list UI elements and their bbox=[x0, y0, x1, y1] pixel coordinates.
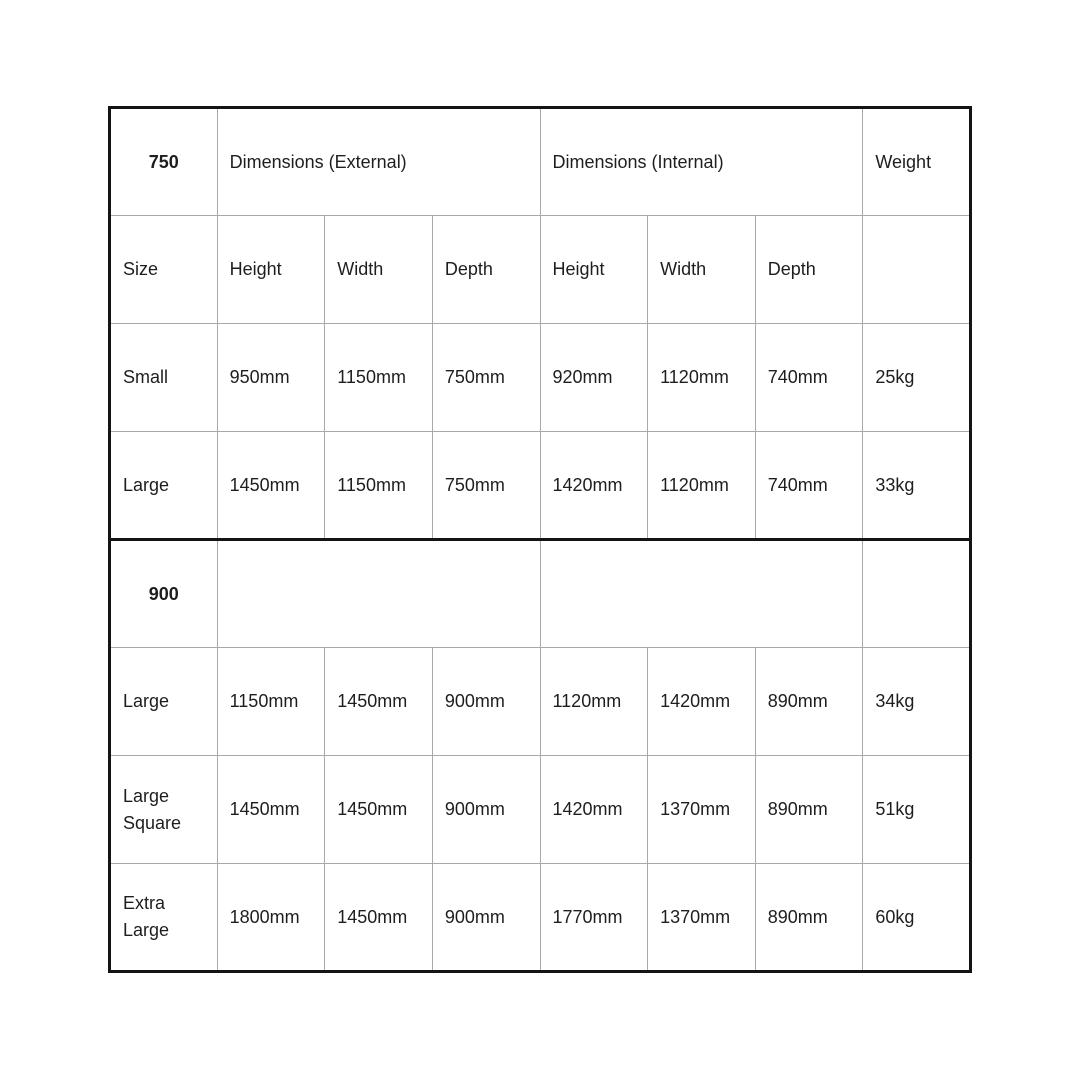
int-height-header: Height bbox=[540, 216, 648, 324]
series-label-750: 750 bbox=[110, 108, 218, 216]
weight-cell: 60kg bbox=[863, 864, 971, 972]
ext-depth-cell: 750mm bbox=[432, 432, 540, 540]
table-row-750-small bbox=[110, 324, 971, 432]
ext-width-cell: 1450mm bbox=[325, 648, 433, 756]
ext-height-cell: 1800mm bbox=[217, 864, 325, 972]
table-row-900-large bbox=[110, 648, 971, 756]
table-row-750-large bbox=[110, 432, 971, 540]
int-width-cell: 1420mm bbox=[648, 648, 756, 756]
int-height-cell: 1420mm bbox=[540, 432, 648, 540]
ext-width-cell: 1150mm bbox=[325, 324, 433, 432]
ext-height-cell: 1450mm bbox=[217, 432, 325, 540]
int-depth-cell: 740mm bbox=[755, 324, 863, 432]
int-width-cell: 1370mm bbox=[648, 864, 756, 972]
size-cell: Large bbox=[110, 648, 218, 756]
header-row-750 bbox=[110, 108, 971, 216]
int-depth-cell: 890mm bbox=[755, 756, 863, 864]
header-row-900 bbox=[110, 540, 971, 648]
ext-width-cell: 1450mm bbox=[325, 864, 433, 972]
ext-depth-cell: 750mm bbox=[432, 324, 540, 432]
int-height-cell: 1420mm bbox=[540, 756, 648, 864]
series-label-900: 900 bbox=[110, 540, 218, 648]
weight-cell: 34kg bbox=[863, 648, 971, 756]
size-cell: Large Square bbox=[110, 756, 218, 864]
weight-header: Weight bbox=[863, 108, 971, 216]
subheader-row bbox=[110, 216, 971, 324]
size-cell: Large bbox=[110, 432, 218, 540]
int-width-header: Width bbox=[648, 216, 756, 324]
ext-height-cell: 1450mm bbox=[217, 756, 325, 864]
table-row-900-extra-large bbox=[110, 864, 971, 972]
internal-dimensions-header: Dimensions (Internal) bbox=[540, 108, 863, 216]
table-row-900-large-square bbox=[110, 756, 971, 864]
size-cell: Small bbox=[110, 324, 218, 432]
ext-depth-cell: 900mm bbox=[432, 756, 540, 864]
subheader-weight-empty-cell bbox=[863, 216, 971, 324]
int-depth-header: Depth bbox=[755, 216, 863, 324]
external-dimensions-empty-cell bbox=[217, 540, 540, 648]
ext-height-header: Height bbox=[217, 216, 325, 324]
int-depth-cell: 890mm bbox=[755, 864, 863, 972]
weight-cell: 33kg bbox=[863, 432, 971, 540]
ext-width-header: Width bbox=[325, 216, 433, 324]
weight-cell: 51kg bbox=[863, 756, 971, 864]
int-depth-cell: 740mm bbox=[755, 432, 863, 540]
int-width-cell: 1370mm bbox=[648, 756, 756, 864]
size-column-header: Size bbox=[110, 216, 218, 324]
int-depth-cell: 890mm bbox=[755, 648, 863, 756]
int-width-cell: 1120mm bbox=[648, 324, 756, 432]
external-dimensions-header: Dimensions (External) bbox=[217, 108, 540, 216]
int-height-cell: 920mm bbox=[540, 324, 648, 432]
weight-cell: 25kg bbox=[863, 324, 971, 432]
ext-height-cell: 1150mm bbox=[217, 648, 325, 756]
int-height-cell: 1120mm bbox=[540, 648, 648, 756]
ext-depth-cell: 900mm bbox=[432, 864, 540, 972]
internal-dimensions-empty-cell bbox=[540, 540, 863, 648]
ext-height-cell: 950mm bbox=[217, 324, 325, 432]
ext-width-cell: 1450mm bbox=[325, 756, 433, 864]
weight-empty-cell bbox=[863, 540, 971, 648]
size-cell: Extra Large bbox=[110, 864, 218, 972]
product-dimensions-table bbox=[108, 106, 972, 973]
ext-depth-cell: 900mm bbox=[432, 648, 540, 756]
int-height-cell: 1770mm bbox=[540, 864, 648, 972]
ext-width-cell: 1150mm bbox=[325, 432, 433, 540]
ext-depth-header: Depth bbox=[432, 216, 540, 324]
int-width-cell: 1120mm bbox=[648, 432, 756, 540]
